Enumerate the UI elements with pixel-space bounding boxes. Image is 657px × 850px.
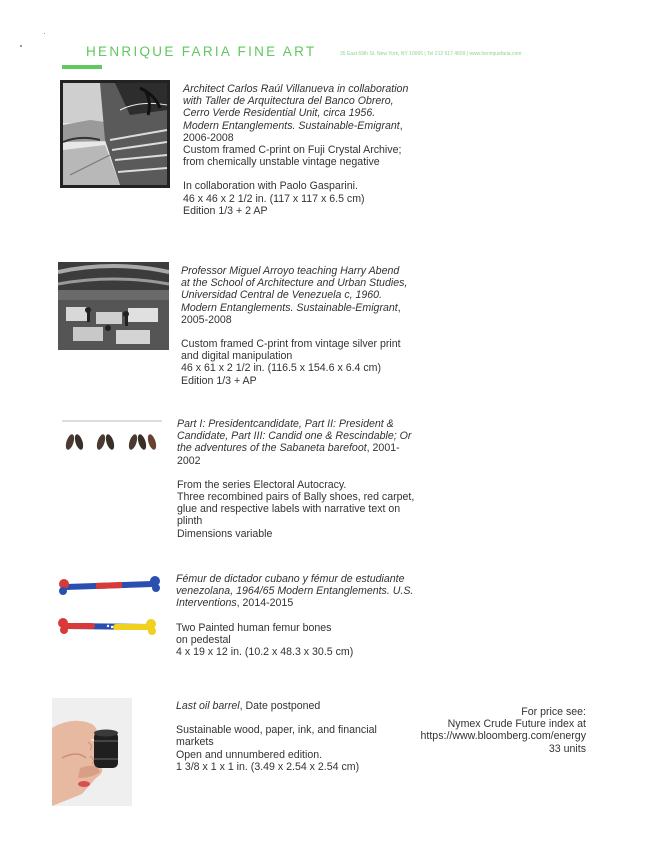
- artwork-edition: Edition 1/3 + 2 AP: [183, 204, 268, 217]
- artwork-title: Professor Miguel Arroyo teaching Harry Abend at the School of Architecture and Urban Studies, Universidad Central de Venezuela c, 1960. Modern Entanglements. Sustainable-Emigrant, 2005-2008: [181, 265, 408, 326]
- femur-bones: [56, 572, 164, 640]
- hand-with-barrel: [52, 698, 132, 806]
- artwork-medium: Two Painted human femur bones: [176, 621, 332, 634]
- scan-speck: [44, 33, 45, 34]
- artwork-title: Last oil barrel, Date postponed: [176, 700, 321, 712]
- artwork-dimensions: 4 x 19 x 12 in. (10.2 x 48.3 x 30.5 cm): [176, 646, 354, 659]
- header-accent-bar: [62, 65, 102, 69]
- artwork-medium-2: on pedestal: [176, 633, 231, 646]
- artwork-dimensions: Dimensions variable: [177, 527, 273, 540]
- price-source: Nymex Crude Future index at: [447, 718, 586, 731]
- artwork-dimensions: 46 x 46 x 2 1/2 in. (117 x 117 x 6.5 cm): [183, 192, 365, 205]
- artwork-medium: Custom framed C-print from vintage silver print and digital manipulation: [181, 338, 401, 363]
- artwork-edition: Edition 1/3 + AP: [181, 374, 257, 387]
- artwork-medium: Sustainable wood, paper, ink, and financial markets: [176, 724, 377, 749]
- price-note: [400, 706, 586, 755]
- price-label: For price see:: [521, 706, 586, 718]
- artwork-dimensions: 1 3/8 x 1 x 1 in. (3.49 x 2.54 x 2.54 cm): [176, 760, 360, 773]
- gallery-contact: 35 East 69th St. New York, NY 10065 | Tel 212 517 4609 | www.henriquefaria.com: [340, 51, 522, 57]
- shoes-photo: [58, 418, 164, 458]
- artwork-dimensions: 46 x 61 x 2 1/2 in. (116.5 x 154.6 x 6.4 cm): [181, 362, 382, 375]
- artwork-title: Fémur de dictador cubano y fémur de estudiante venezolana, 1964/65 Modern Entanglements. U.S. Interventions, 2014-2015: [176, 573, 414, 610]
- price-link[interactable]: https://www.bloomberg.com/energy: [420, 730, 586, 743]
- artwork-title: Part I: Presidentcandidate, Part II: President & Candidate, Part III: Candid one & Rescindable; Or the adventures of the Sabaneta barefoot, 2001-2002: [177, 418, 412, 467]
- artwork-title: Architect Carlos Raúl Villanueva in collaboration with Taller de Arquitectura del Banco Obrero, Cerro Verde Residential Unit, circa 1956. Modern Entanglements. Sustainable-Emigrant, 2006-2008: [183, 83, 409, 144]
- artwork-edition: Open and unnumbered edition.: [176, 748, 323, 761]
- scan-speck: [20, 45, 22, 47]
- artwork-medium: Custom framed C-print on Fuji Crystal Archive; from chemically unstable vintage negative: [183, 144, 402, 169]
- architecture-photo: [60, 80, 170, 188]
- artwork-note: In collaboration with Paolo Gasparini.: [183, 180, 358, 193]
- artwork-series: From the series Electoral Autocracy.: [177, 478, 347, 491]
- classroom-photo: [58, 262, 169, 350]
- units-count: 33 units: [548, 742, 586, 755]
- gallery-name: HENRIQUE FARIA FINE ART: [86, 44, 317, 59]
- artwork-medium: Three recombined pairs of Bally shoes, red carpet, glue and respective labels with narrative text on plinth: [177, 491, 415, 528]
